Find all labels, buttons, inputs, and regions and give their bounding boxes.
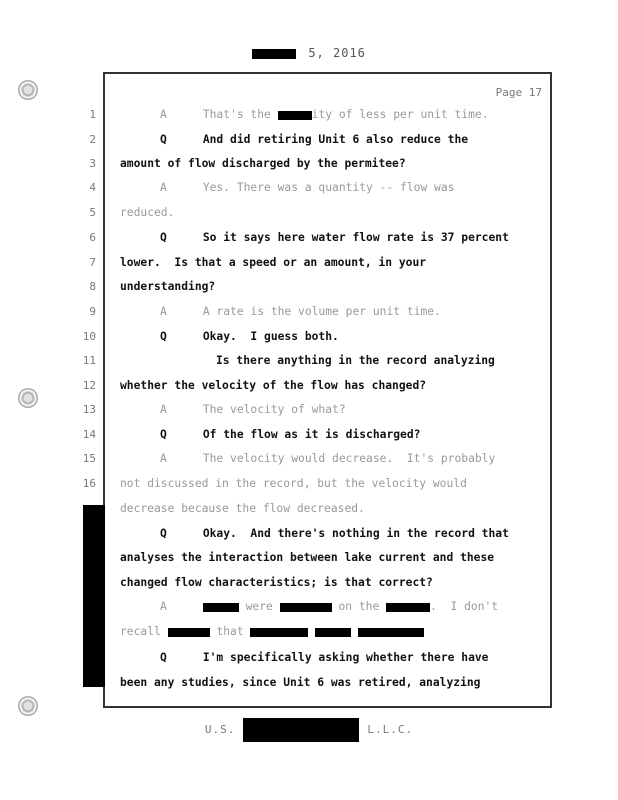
- transcript-line: amount of flow discharged by the permitee?: [120, 157, 406, 170]
- redaction-block: [168, 628, 210, 637]
- transcript-line: [160, 108, 488, 122]
- redaction-block: [315, 628, 351, 637]
- line-text: Yes. There was a quantity -- flow was: [202, 181, 455, 194]
- transcript-line: [160, 527, 509, 541]
- speaker-label: A: [160, 452, 167, 465]
- line-text: were: [245, 600, 273, 613]
- punch-hole-middle: [18, 388, 38, 408]
- line-text: I'm specifically asking whether there have: [202, 651, 489, 664]
- redaction-block: [252, 49, 296, 59]
- speaker-label: Q: [160, 527, 167, 540]
- speaker-label: Q: [160, 428, 167, 441]
- redaction-block: [250, 628, 308, 637]
- line-number: 6: [89, 231, 96, 244]
- line-number: 9: [89, 305, 96, 318]
- transcript-line: [160, 231, 509, 245]
- line-number: 8: [89, 280, 96, 293]
- line-text: And did retiring Unit 6 also reduce the: [202, 133, 469, 146]
- speaker-label: Q: [160, 330, 167, 343]
- transcript-line: Is there anything in the record analyzing: [216, 354, 495, 367]
- line-number: 1: [89, 108, 96, 121]
- line-number: 10: [82, 330, 96, 343]
- transcript-line: lower. Is that a speed or an amount, in your: [120, 256, 427, 269]
- line-number: 14: [82, 428, 96, 441]
- speaker-label: Q: [160, 133, 167, 146]
- line-text: . I don't: [430, 600, 499, 613]
- transcript-line: [160, 403, 346, 417]
- footer: [0, 718, 618, 742]
- line-number: 4: [89, 181, 96, 194]
- line-text: Okay. I guess both.: [202, 330, 339, 343]
- header-date-text: 5, 2016: [300, 46, 366, 60]
- speaker-label: A: [160, 108, 167, 121]
- line-number: 2: [89, 133, 96, 146]
- page-number: Page 17: [495, 86, 542, 99]
- line-text: Okay. And there's nothing in the record that: [202, 527, 509, 540]
- speaker-label: A: [160, 305, 167, 318]
- line-text: recall: [120, 625, 161, 638]
- transcript-line: understanding?: [120, 280, 216, 293]
- line-number: 3: [89, 157, 96, 170]
- line-number: 11: [82, 354, 96, 367]
- transcript-line: [160, 452, 495, 466]
- transcript-line: [160, 330, 339, 344]
- transcript-line: [160, 651, 488, 665]
- transcript-line: [160, 600, 498, 614]
- header-date: [0, 46, 618, 60]
- line-text: on the: [338, 600, 380, 613]
- line-text: A rate is the volume per unit time.: [202, 305, 441, 318]
- line-number: 7: [89, 256, 96, 269]
- transcript-line: changed flow characteristics; is that correct?: [120, 576, 433, 589]
- redaction-block: [243, 718, 359, 742]
- transcript-line: [120, 625, 424, 639]
- line-text: Of the flow as it is discharged?: [202, 428, 421, 441]
- line-text: So it says here water flow rate is 37 percent: [202, 231, 509, 244]
- line-number: 15: [82, 452, 96, 465]
- transcript-line: not discussed in the record, but the velocity would: [120, 477, 467, 490]
- transcript-line: [160, 181, 454, 195]
- redaction-block: [203, 603, 239, 612]
- speaker-label: A: [160, 403, 167, 416]
- line-number: 12: [82, 379, 96, 392]
- redaction-sidebar: [83, 505, 105, 687]
- transcript-line: [160, 428, 420, 442]
- redaction-block: [386, 603, 430, 612]
- line-text: ity of less per unit time.: [311, 108, 489, 121]
- redaction-block: [278, 111, 312, 120]
- line-number: 16: [82, 477, 96, 490]
- punch-hole-top: [18, 80, 38, 100]
- line-text: The velocity of what?: [202, 403, 346, 416]
- transcript-line: reduced.: [120, 206, 175, 219]
- speaker-label: A: [160, 181, 167, 194]
- footer-right: L.L.C.: [367, 723, 414, 736]
- line-number: 5: [89, 206, 96, 219]
- transcript-line: whether the velocity of the flow has changed?: [120, 379, 427, 392]
- transcript-line: [160, 133, 468, 147]
- line-text: The velocity would decrease. It's probably: [202, 452, 496, 465]
- redaction-block: [358, 628, 424, 637]
- speaker-label: A: [160, 600, 167, 613]
- speaker-label: Q: [160, 231, 167, 244]
- line-text: that: [216, 625, 244, 638]
- speaker-label: Q: [160, 651, 167, 664]
- transcript-line: [160, 305, 441, 319]
- transcript-line: analyses the interaction between lake current and these: [120, 551, 495, 564]
- redaction-block: [280, 603, 332, 612]
- transcript-line: decrease because the flow decreased.: [120, 502, 365, 515]
- footer-left: U.S.: [204, 723, 236, 736]
- line-text: That's the: [202, 108, 278, 121]
- transcript-line: been any studies, since Unit 6 was retired, analyzing: [120, 676, 481, 689]
- line-number: 13: [82, 403, 96, 416]
- punch-hole-bottom: [18, 696, 38, 716]
